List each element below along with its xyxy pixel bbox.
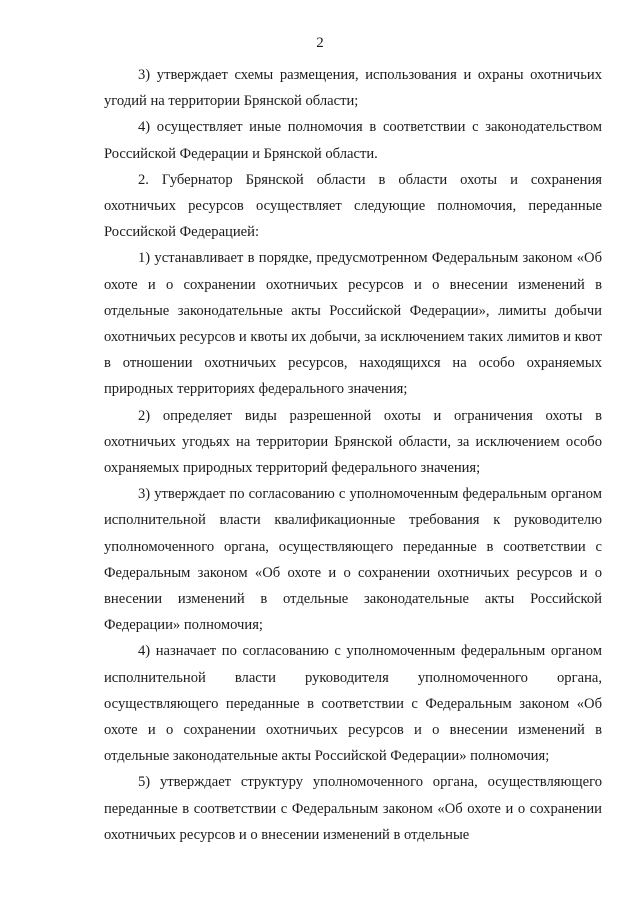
- paragraph-subitem-4: 4) назначает по согласованию с уполномоченным федеральным органом исполнительной власти руководителя уполномоченного органа, осуществляющего переданные в соответствии с Федеральным законом «Об охоте и о сохранении охотничьих ресурсов и о внесении изменений в отдельные законодательные акты Российской Федерации» полномочия;: [104, 643, 602, 765]
- paragraph-subitem-3: 3) утверждает по согласованию с уполномоченным федеральным органом исполнительной власти квалификационные требования к руководителю уполномоченного органа, осуществляющего переданные в соответствии с Федеральным законом «Об охоте и о сохранении охотничьих ресурсов и о внесении изменений в отдельные законодательные акты Российской Федерации» полномочия;: [104, 486, 602, 634]
- paragraph-subitem-1: 1) устанавливает в порядке, предусмотренном Федеральным законом «Об охоте и о сохранении охотничьих ресурсов и о внесении изменений в отдельные законодательные акты Российской Федерации», лимиты добычи охотничьих ресурсов и квоты их добычи, за исключением таких лимитов и квот в отношении охотничьих ресурсов, находящихся на особо охраняемых природных территориях федерального значения;: [104, 250, 602, 398]
- paragraph-item-4: 4) осуществляет иные полномочия в соответствии с законодательством Российской Федерации и Брянской области.: [104, 119, 602, 162]
- paragraph-subitem-5: 5) утверждает структуру уполномоченного органа, осуществляющего переданные в соответствии с Федеральным законом «Об охоте и о сохранении охотничьих ресурсов и о внесении изменений в отдельные: [104, 774, 602, 843]
- document-body: [104, 62, 602, 848]
- paragraph-section-2: 2. Губернатор Брянской области в области охоты и сохранения охотничьих ресурсов осуществляет следующие полномочия, переданные Российской Федерацией:: [104, 171, 602, 241]
- page-number: 2: [316, 35, 324, 51]
- paragraph-subitem-2: 2) определяет виды разрешенной охоты и ограничения охоты в охотничьих угодьях на территории Брянской области, за исключением особо охраняемых природных территорий федерального значения;: [104, 407, 602, 477]
- paragraph-item-3: 3) утверждает схемы размещения, использования и охраны охотничьих угодий на территории Брянской области;: [104, 67, 602, 110]
